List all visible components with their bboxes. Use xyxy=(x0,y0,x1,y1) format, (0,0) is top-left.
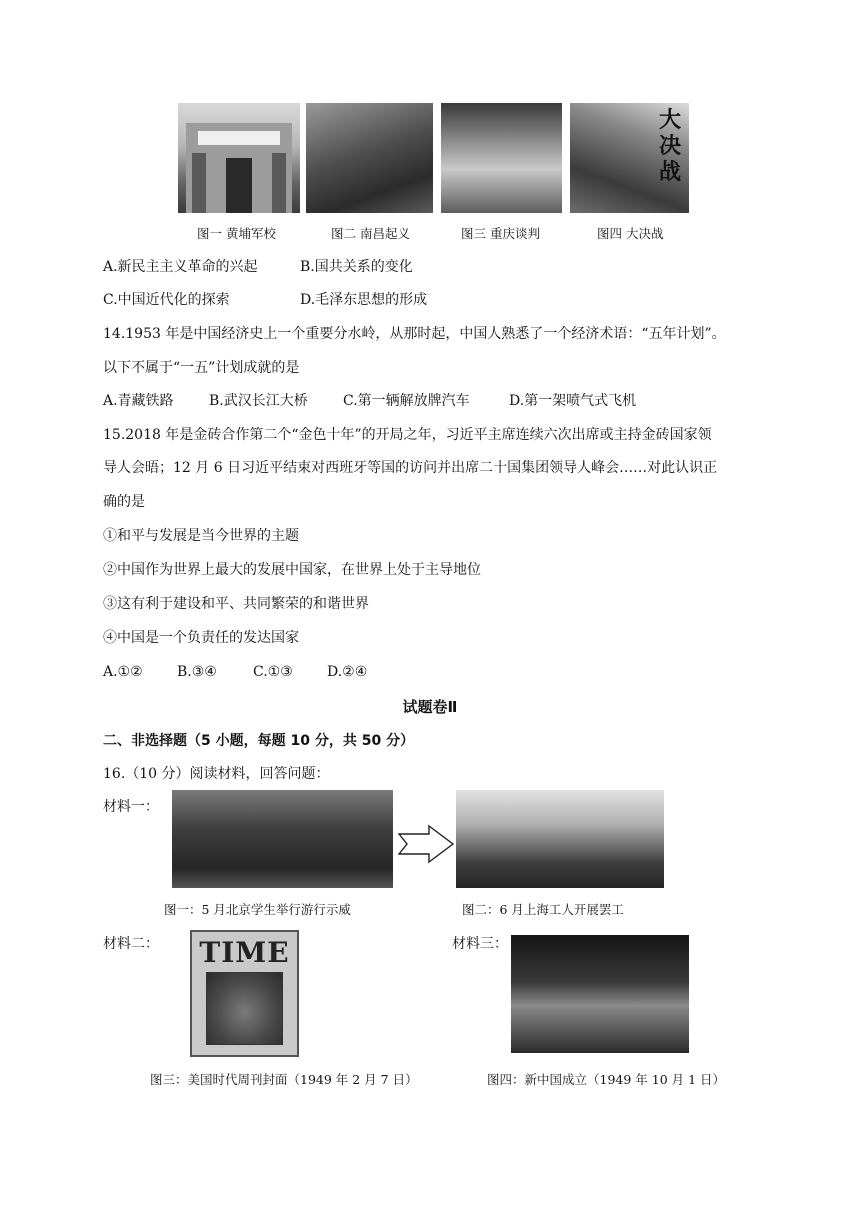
part2-section-heading: 二、非选择题（5 小题，每题 10 分，共 50 分） xyxy=(103,733,415,749)
caption-fig3: 图三 重庆谈判 xyxy=(461,226,540,241)
q14-option-d: D.第一架喷气式飞机 xyxy=(509,393,637,409)
q15-stem-line3: 确的是 xyxy=(103,494,145,510)
q16-stem: 16.（10 分）阅读材料，回答问题： xyxy=(103,766,330,782)
q14-option-a: A.青藏铁路 xyxy=(103,393,174,409)
material3-label: 材料三： xyxy=(452,936,508,952)
photo-huangpu-academy xyxy=(178,103,300,213)
q15-stem-line2: 导人会晤；12 月 6 日习近平结束对西班牙等国的访问并出席二十国集团领导人峰会……对此认识正 xyxy=(103,460,718,476)
q14-stem-line2: 以下不属于“一五”计划成就的是 xyxy=(103,360,300,376)
caption-m3-fig4: 图四：新中国成立（1949 年 10 月 1 日） xyxy=(487,1072,726,1087)
cover-portrait xyxy=(206,972,283,1045)
photo-beijing-students-march xyxy=(172,790,393,888)
caption-m1-fig1: 图一：5 月北京学生举行游行示威 xyxy=(164,902,351,917)
material1-label: 材料一： xyxy=(103,799,159,815)
q14-option-c: C.第一辆解放牌汽车 xyxy=(343,393,470,409)
arrow-right-icon xyxy=(397,824,455,864)
q15-option-b: B.③④ xyxy=(177,664,217,680)
q13-option-c: C.中国近代化的探索 xyxy=(103,292,230,308)
photo-decisive-battle xyxy=(570,103,689,213)
caption-m2-fig3: 图三：美国时代周刊封面（1949 年 2 月 7 日） xyxy=(150,1072,418,1087)
q14-stem-line1: 14.1953 年是中国经济史上一个重要分水岭，从那时起，中国人熟悉了一个经济术语：“五年计划”。 xyxy=(103,326,726,342)
decisive-battle-poster-text: 大决战 xyxy=(659,107,682,185)
q14-option-b: B.武汉长江大桥 xyxy=(209,393,308,409)
caption-fig1: 图一 黄埔军校 xyxy=(197,226,276,241)
photo-shanghai-workers-strike xyxy=(456,790,664,888)
photo-nanchang-uprising xyxy=(306,103,433,213)
caption-m1-fig2: 图二：6 月上海工人开展罢工 xyxy=(462,902,624,917)
time-logo: TIME xyxy=(199,936,290,969)
caption-fig4: 图四 大决战 xyxy=(597,226,664,241)
q13-option-b: B.国共关系的变化 xyxy=(300,259,413,275)
photo-founding-ceremony xyxy=(511,935,689,1053)
q15-statement-1: ①和平与发展是当今世界的主题 xyxy=(103,528,299,544)
q15-statement-4: ④中国是一个负责任的发达国家 xyxy=(103,630,299,646)
gate-building-icon xyxy=(178,103,300,213)
q15-statement-3: ③这有利于建设和平、共同繁荣的和谐世界 xyxy=(103,596,369,612)
time-magazine-cover xyxy=(190,930,299,1057)
q13-option-a: A.新民主主义革命的兴起 xyxy=(103,259,258,275)
q15-option-a: A.①② xyxy=(103,664,143,680)
q13-option-d: D.毛泽东思想的形成 xyxy=(300,292,428,308)
photo-chongqing-negotiation xyxy=(441,103,562,213)
part2-title: 试题卷Ⅱ xyxy=(402,698,458,716)
q15-stem-line1: 15.2018 年是金砖合作第二个“金色十年”的开局之年，习近平主席连续六次出席或主持金砖国家领 xyxy=(103,427,712,443)
q15-statement-2: ②中国作为世界上最大的发展中国家，在世界上处于主导地位 xyxy=(103,562,481,578)
q15-option-c: C.①③ xyxy=(253,664,293,680)
caption-fig2: 图二 南昌起义 xyxy=(331,226,410,241)
q15-option-d: D.②④ xyxy=(327,664,368,680)
material2-label: 材料二： xyxy=(103,936,159,952)
